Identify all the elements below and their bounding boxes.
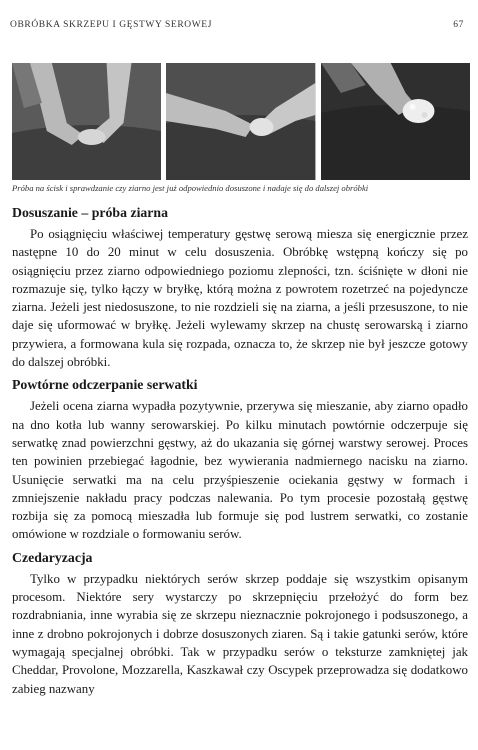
section-heading: Powtórne odczerpanie serwatki: [12, 377, 198, 393]
figure-caption: Próba na ścisk i sprawdzanie czy ziarno jest już odpowiednio dosuszone i nadaje się do dalszej obróbki: [12, 183, 369, 193]
photo-squeeze-test-1: [12, 63, 161, 180]
section-paragraph: Tylko w przypadku niektórych serów skrzep poddaje się wszystkim opisanym procesom. Niektóre sery wystarczy po skrzepnięciu przełożyć do form bez rozdrabniania, inne wyrabia się ze skrzepu nieznacznie pokrojonego i podsuszonego, a inne z drobno pokrojonych i dobrze dosuszonych ziaren. Są i takie gatunki serów, które wymagają specjalnej obróbki. Tak w przypadku serów o teksturze zamkniętej jak Cheddar, Provolone, Mozzarella, Kaszkawał czy Oscypek przeprowadza się dodatkowo zabieg nazwany: [12, 571, 468, 696]
body-text: [12, 204, 468, 703]
photo-strip: [12, 63, 470, 180]
section-heading: Czedaryzacja: [12, 549, 93, 565]
section-paragraph: Jeżeli ocena ziarna wypadła pozytywnie, przerywa się mieszanie, aby ziarno opadło na dno kotła lub wanny serowarskiej. Po kilku minutach powtórnie odczerpuje się serwatkę znad powierzchni gęstwy, aż do ukazania się górnej warstwy serowej. Proces ten powinien przebiegać łagodnie, bez wywierania nadmiernego nacisku na ziarno. Usunięcie serwatki ma na celu przyśpieszenie ociekania gęstwy w formach i zmniejszenie nakładu pracy podczas nalewania. Po tym procesie pozostałą gęstwę rozbija się za pomocą mieszadła lub formuje się pod lustrem serwatki, co zostanie omówione w rozdziale o formowaniu serów.: [12, 399, 468, 542]
page-number: 67: [453, 20, 464, 30]
section-paragraph: Po osiągnięciu właściwej temperatury gęstwę serową miesza się energicznie przez następne 10 do 20 minut w celu dosuszenia. Obróbkę wstępną kończy się po osiągnięciu przez ziarno odpowiedniego poziomu zlepności, tzn. ściśnięte w dłoni nie rozmazuje się, tylko łączy w bryłkę, którą można z powrotem rozetrzeć na pojedyncze ziarna. Jeżeli jest niedosuszone, to nie rozdzieli się na ziarna, a jeśli przesuszone, to nie daje się uformować w bryłkę. Jeżeli wylewamy skrzep na chustę serowarską i ziarno przywiera, a formowana kula się rozpada, oznacza to, że skrzep nie był jeszcze gotowy do dalszej obróbki.: [12, 227, 468, 370]
photo-curd-lump: [321, 63, 470, 180]
running-title: OBRÓBKA SKRZEPU I GĘSTWY SEROWEJ: [10, 20, 212, 30]
photo-squeeze-test-2: [166, 63, 315, 180]
section-heading: Dosuszanie – próba ziarna: [12, 205, 168, 220]
running-header: [10, 20, 464, 30]
